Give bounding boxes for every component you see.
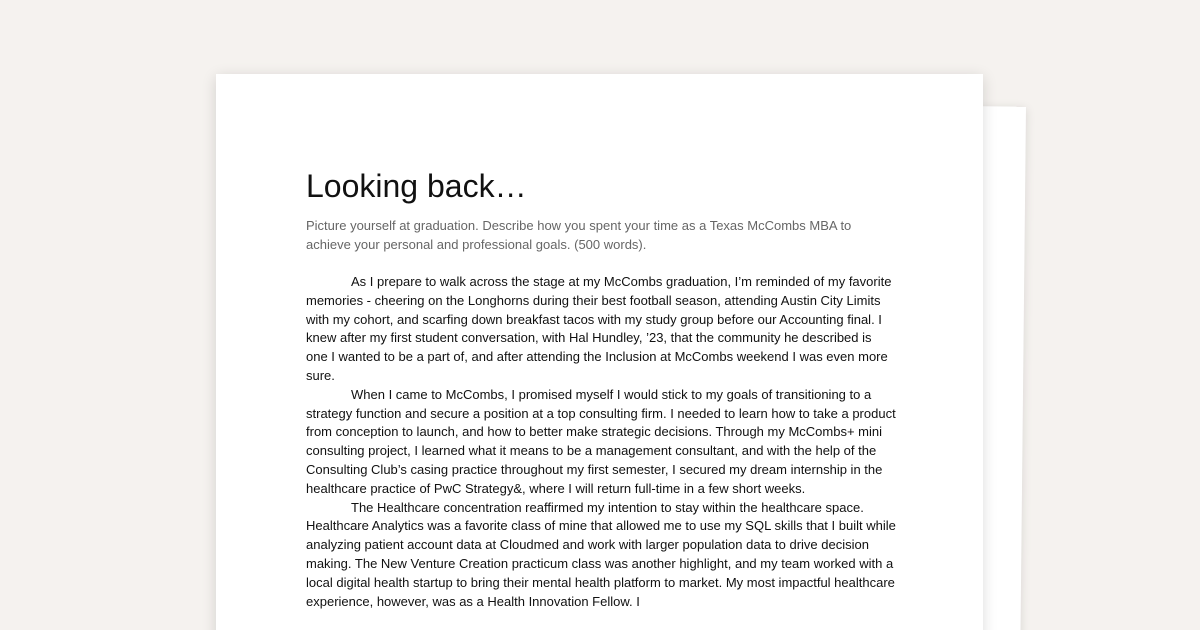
essay-paragraph-2: When I came to McCombs, I promised myself I would stick to my goals of transitioning to a strategy function and secure a position at a top consulting firm. I needed to learn how to take a product from conception to launch, and how to better make strategic decisions. Through my McCombs+ mini consulting project, I learned what it means to be a management consultant, and with the help of the Consulting Club’s casing practice throughout my first semester, I secured my dream internship in the healthcare practice of PwC Strategy&, where I will return full-time in a few short weeks. [306, 386, 896, 496]
essay-paragraph-3: The Healthcare concentration reaffirmed my intention to stay within the healthcare space. Healthcare Analytics was a favorite class of mine that allowed me to use my SQL skills that I built while analyzing patient account data at Cloudmed and work with larger population data to drive decision making. The New Venture Creation practicum class was another highlight, and my team worked with a local digital health startup to bring their mental health platform to market. My most impactful healthcare experience, however, was as a Health Innovation Fellow. I [306, 499, 896, 609]
document-content [306, 166, 896, 611]
essay-prompt: Picture yourself at graduation. Describe how you spent your time as a Texas McCombs MBA to achieve your personal and professional goals. (500 words). [306, 218, 852, 252]
essay-body [306, 273, 896, 611]
essay-paragraph-1: As I prepare to walk across the stage at my McCombs graduation, I’m reminded of my favorite memories - cheering on the Longhorns during their best football season, attending Austin City Limits with my cohort, and scarfing down breakfast tacos with my study group before our Accounting final. I knew after my first student conversation, with Hal Hundley, ’23, that the community he described is one I wanted to be a part of, and after attending the Inclusion at McCombs weekend I was even more sure. [306, 274, 892, 383]
document-title: Looking back… [306, 168, 527, 204]
document-page [216, 74, 983, 630]
